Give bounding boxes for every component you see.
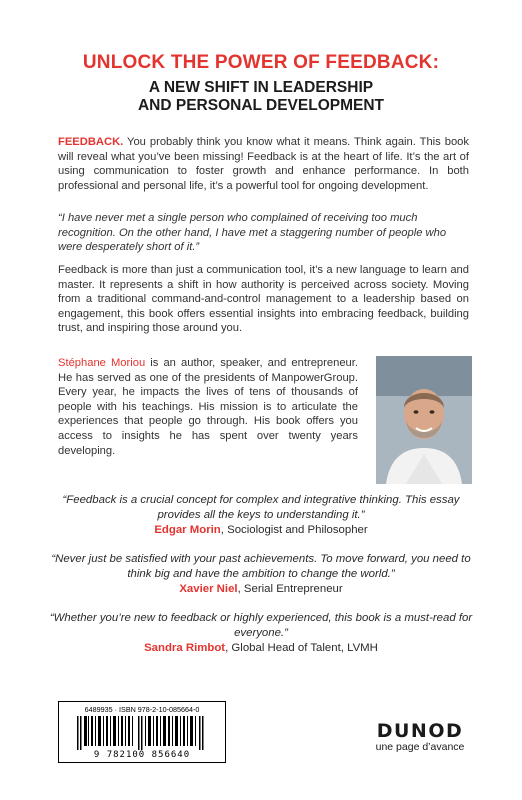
endorsement-attribution-2 bbox=[40, 583, 482, 595]
author-bio bbox=[58, 356, 358, 458]
endorsement-attribution-1 bbox=[40, 524, 482, 536]
endorsement-quote-1: “Feedback is a crucial concept for complex and integrative thinking. This essay provides all the keys to understanding it.” bbox=[62, 494, 460, 521]
endorsement-attribution-3 bbox=[40, 642, 482, 654]
barcode-bars-icon bbox=[77, 716, 207, 750]
cover-subheadline bbox=[0, 79, 522, 115]
barcode-digits: 9 782100 856640 bbox=[93, 750, 191, 760]
author-photo bbox=[376, 356, 472, 484]
publisher-name: DUNOD bbox=[376, 720, 464, 742]
pull-quote: “I have never met a single person who complained of receiving too much recognition. On the other hand, I have met a staggering number of people who were desperately short of it.” bbox=[58, 212, 447, 254]
endorser-role-1: , Sociologist and Philosopher bbox=[220, 524, 368, 536]
author-name: Stéphane Moriou bbox=[58, 357, 146, 369]
endorsement-quote-2: “Never just be satisfied with your past achievements. To move forward, you need to think big and have the ambition to change the world.” bbox=[51, 553, 471, 580]
isbn-number: 6489935 · ISBN 978-2-10-085664-0 bbox=[84, 705, 200, 714]
publisher-tagline: une page d’avance bbox=[375, 741, 465, 753]
subheadline-line-2: AND PERSONAL DEVELOPMENT bbox=[137, 97, 385, 114]
endorser-name-1: Edgar Morin bbox=[154, 524, 221, 536]
endorsement-quote-3: “Whether you’re new to feedback or highly experienced, this book is a must-read for everyone.” bbox=[49, 612, 473, 639]
description-paragraph: Feedback is more than just a communication tool, it’s a new language to learn and master. It represents a shift in how authority is perceived across society. Moving from a traditional command-and-control management to a leadership based on engagement, this book offers essential insights into embracing feedback, building trust, and inspiring those around you. bbox=[58, 264, 469, 335]
author-portrait-icon bbox=[376, 356, 472, 484]
cover-headline: UNLOCK THE POWER OF FEEDBACK: bbox=[82, 52, 440, 73]
endorser-role-2: , Serial Entrepreneur bbox=[237, 583, 343, 595]
intro-paragraph bbox=[58, 135, 469, 193]
endorser-name-3: Sandra Rimbot bbox=[144, 642, 226, 654]
intro-text: You probably think you know what it means. Think again. This book will reveal what you’ve been missing! Feedback is at the heart of life. It’s the art of using communication to foster growth and enhance performance. In both professional and personal life, it’s a powerful tool for ongoing development. bbox=[58, 136, 469, 192]
endorser-role-3: , Global Head of Talent, LVMH bbox=[225, 642, 378, 654]
endorser-name-2: Xavier Niel bbox=[179, 583, 238, 595]
publisher-logo bbox=[370, 721, 470, 753]
author-bio-text: is an author, speaker, and entrepreneur. He has served as one of the presidents of ManpowerGroup. Every year, he impacts the lives of tens of thousands of people with his teachings. His mission is to articulate the experiences that people go through. His book offers you access to insights he has spent over twenty years developing. bbox=[58, 357, 358, 457]
subheadline-line-1: A NEW SHIFT IN LEADERSHIP bbox=[148, 79, 374, 96]
intro-lead-word: FEEDBACK. bbox=[58, 136, 124, 148]
isbn-barcode bbox=[58, 701, 226, 763]
